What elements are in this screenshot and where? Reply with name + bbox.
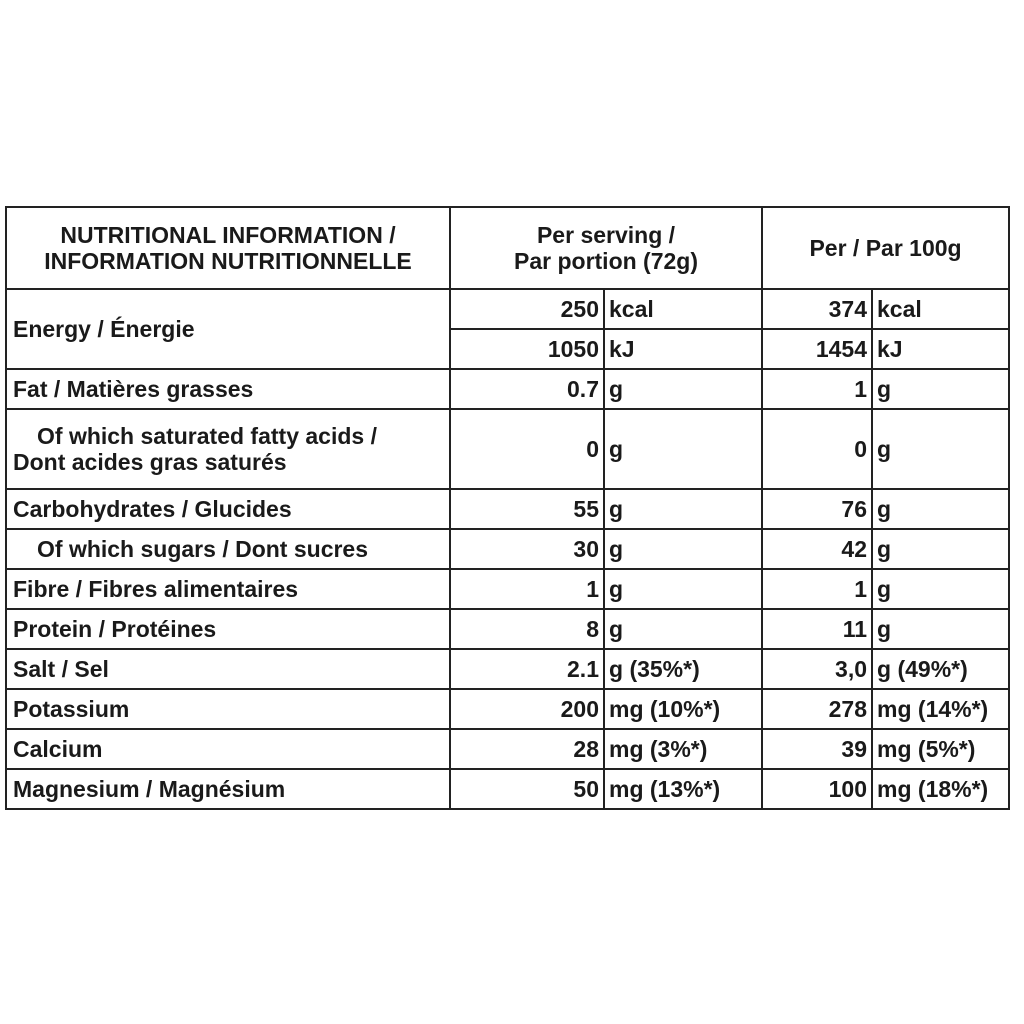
- per100-unit: g: [872, 529, 1009, 569]
- serving-value: 0: [450, 409, 604, 489]
- per100-unit: kcal: [872, 289, 1009, 329]
- row-label-salt: Salt / Sel: [6, 649, 450, 689]
- per100-unit: mg (5%*): [872, 729, 1009, 769]
- row-label-energy: Energy / Énergie: [6, 289, 450, 369]
- table-row-fat: [6, 369, 1009, 409]
- row-label-fat: Fat / Matières grasses: [6, 369, 450, 409]
- row-label-sugars: Of which sugars / Dont sucres: [6, 529, 450, 569]
- per100-unit: mg (14%*): [872, 689, 1009, 729]
- serving-value: 2.1: [450, 649, 604, 689]
- serving-value: 50: [450, 769, 604, 809]
- per100-unit: g: [872, 369, 1009, 409]
- per100-unit: g: [872, 609, 1009, 649]
- serving-value: 8: [450, 609, 604, 649]
- serving-unit: g: [604, 529, 762, 569]
- table-row-saturated-fat: [6, 409, 1009, 489]
- serving-unit: mg (10%*): [604, 689, 762, 729]
- table-row-protein: [6, 609, 1009, 649]
- serving-unit: kJ: [604, 329, 762, 369]
- per100-value: 278: [762, 689, 872, 729]
- table-row-magnesium: [6, 769, 1009, 809]
- serving-unit: g: [604, 609, 762, 649]
- table-row-carbohydrates: [6, 489, 1009, 529]
- per100-unit: g: [872, 489, 1009, 529]
- serving-value: 55: [450, 489, 604, 529]
- serving-value: 250: [450, 289, 604, 329]
- per100-value: 76: [762, 489, 872, 529]
- per100-value: 1454: [762, 329, 872, 369]
- serving-value: 28: [450, 729, 604, 769]
- row-label-carbohydrates: Carbohydrates / Glucides: [6, 489, 450, 529]
- header-label-line2: INFORMATION NUTRITIONNELLE: [44, 248, 412, 274]
- serving-value: 30: [450, 529, 604, 569]
- table-row-fibre: [6, 569, 1009, 609]
- per100-value: 11: [762, 609, 872, 649]
- serving-unit: g: [604, 569, 762, 609]
- header-per-100g: Per / Par 100g: [762, 207, 1009, 289]
- per100-unit: mg (18%*): [872, 769, 1009, 809]
- per100-value: 42: [762, 529, 872, 569]
- per100-value: 0: [762, 409, 872, 489]
- row-label-magnesium: Magnesium / Magnésium: [6, 769, 450, 809]
- serving-unit: g: [604, 409, 762, 489]
- serving-unit: mg (3%*): [604, 729, 762, 769]
- serving-unit: mg (13%*): [604, 769, 762, 809]
- serving-unit: kcal: [604, 289, 762, 329]
- table-header-row: [6, 207, 1009, 289]
- serving-unit: g: [604, 369, 762, 409]
- per100-value: 1: [762, 569, 872, 609]
- row-label-saturated-fat: [6, 409, 450, 489]
- row-label-protein: Protein / Protéines: [6, 609, 450, 649]
- table-row-salt: [6, 649, 1009, 689]
- per100-unit: g: [872, 409, 1009, 489]
- per100-value: 1: [762, 369, 872, 409]
- serving-value: 200: [450, 689, 604, 729]
- serving-value: 0.7: [450, 369, 604, 409]
- per100-unit: kJ: [872, 329, 1009, 369]
- table-row-potassium: [6, 689, 1009, 729]
- per100-value: 3,0: [762, 649, 872, 689]
- header-serving-line2: Par portion (72g): [514, 248, 699, 274]
- per100-value: 39: [762, 729, 872, 769]
- row-label-calcium: Calcium: [6, 729, 450, 769]
- serving-unit: g (35%*): [604, 649, 762, 689]
- per100-unit: g: [872, 569, 1009, 609]
- row-label-fibre: Fibre / Fibres alimentaires: [6, 569, 450, 609]
- header-serving-line1: Per serving /: [536, 221, 676, 248]
- row-label-potassium: Potassium: [6, 689, 450, 729]
- header-nutritional-information: [6, 207, 450, 289]
- per100-value: 100: [762, 769, 872, 809]
- serving-value: 1: [450, 569, 604, 609]
- row-label-saturated-line2: Dont acides gras saturés: [13, 449, 287, 475]
- per100-unit: g (49%*): [872, 649, 1009, 689]
- serving-unit: g: [604, 489, 762, 529]
- row-label-saturated-line1: Of which saturated fatty acids /: [37, 422, 377, 449]
- table-row-energy-kcal: [6, 289, 1009, 329]
- table-row-calcium: [6, 729, 1009, 769]
- nutrition-table: [5, 206, 1010, 810]
- table-row-sugars: [6, 529, 1009, 569]
- header-label-line1: NUTRITIONAL INFORMATION /: [60, 221, 396, 248]
- per100-value: 374: [762, 289, 872, 329]
- header-per-serving: [450, 207, 762, 289]
- serving-value: 1050: [450, 329, 604, 369]
